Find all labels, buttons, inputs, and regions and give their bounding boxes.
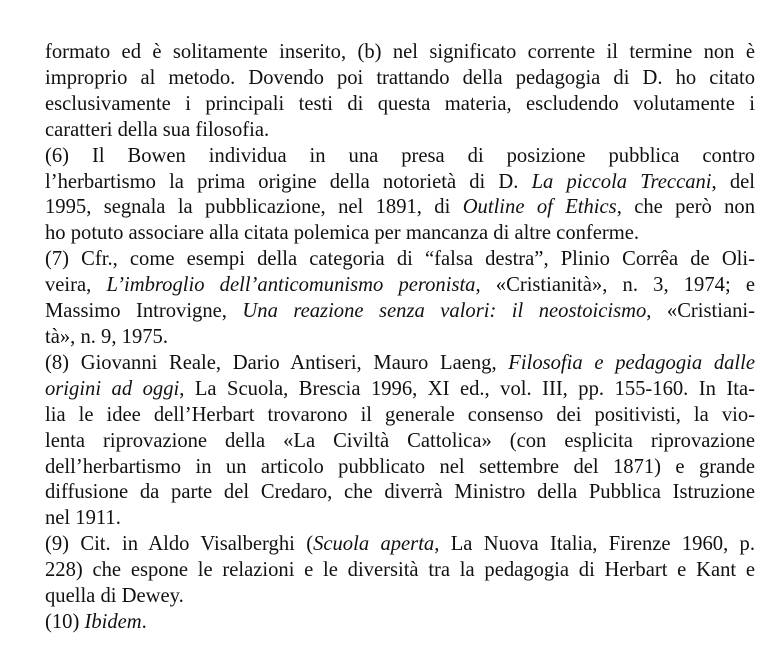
text-segment: 228) che espone le relazioni e le diversità tra la pedagogia di Herbart e Kant e — [45, 559, 755, 582]
text-segment: formato ed è solitamente inserito, (b) nel significato corrente il termine non è — [45, 41, 755, 63]
footnote-paragraph-note-7 — [45, 247, 755, 351]
text-line — [45, 299, 755, 325]
text-segment: nel 1911. — [45, 507, 121, 530]
text-segment: lia le idee dell’Herbart trovarono il generale consenso dei positivisti, la vio- — [45, 403, 755, 426]
text-segment: (9) Cit. in Aldo Visalberghi ( — [45, 533, 314, 556]
text-segment: , La Scuola, Brescia 1996, XI ed., vol. III, pp. 155-160. In Ita- — [179, 377, 755, 400]
text-segment: , «Cristianità», n. 3, 1974; e — [475, 274, 755, 297]
text-segment: ho potuto associare alla citata polemica per mancanza di altre conferme. — [45, 222, 640, 245]
text-line — [45, 40, 755, 66]
text-segment: veira, — [45, 274, 107, 297]
text-line — [45, 221, 755, 247]
text-line — [45, 92, 755, 118]
text-segment: , «Cristiani- — [646, 300, 755, 323]
text-line — [45, 325, 755, 351]
footnote-paragraph-note-9 — [45, 532, 755, 610]
text-segment: diffusione da parte del Credaro, che diverrà Ministro della Pubblica Istruzione — [45, 481, 755, 504]
text-segment: . — [141, 610, 147, 633]
text-segment: improprio al metodo. Dovendo poi trattando della pedagogia di D. ho citato — [45, 66, 755, 89]
text-line — [45, 429, 755, 455]
italic-title-text: Filosofia e pedagogia dalle — [508, 351, 755, 374]
text-segment: , La Nuova Italia, Firenze 1960, p. — [434, 533, 755, 556]
italic-title-text: Una reazione senza valori: il neostoicismo — [242, 300, 647, 323]
text-line — [45, 610, 755, 636]
italic-title-text: Outline of Ethics — [462, 196, 617, 219]
text-segment: quella di Dewey. — [45, 585, 184, 608]
text-segment: 1995, segnala la pubblicazione, nel 1891, di — [45, 196, 463, 219]
text-segment: lenta riprovazione della «La Civiltà Cattolica» (con esplicita riprovazione — [45, 429, 755, 452]
text-segment: dell’herbartismo in un articolo pubblicato nel settembre del 1871) e grande — [45, 455, 755, 478]
text-segment: l’herbartismo la prima origine della notorietà di D. — [45, 170, 532, 193]
footnote-paragraph-continuation — [45, 40, 755, 144]
italic-title-text: L’imbroglio dell’anticomunismo peronista — [106, 274, 476, 297]
text-segment: (10) — [45, 610, 85, 633]
text-line — [45, 403, 755, 429]
text-line — [45, 144, 755, 170]
text-line — [45, 170, 755, 196]
text-line — [45, 66, 755, 92]
text-line — [45, 532, 755, 558]
text-segment: esclusivamente i principali testi di questa materia, escludendo volutamente i — [45, 92, 755, 115]
text-line — [45, 351, 755, 377]
italic-title-text: Scuola aperta — [313, 533, 435, 556]
text-segment: (8) Giovanni Reale, Dario Antiseri, Mauro Laeng, — [45, 351, 509, 374]
text-segment: caratteri della sua filosofia. — [45, 118, 270, 141]
italic-title-text: origini ad oggi — [45, 377, 180, 400]
text-line — [45, 377, 755, 403]
text-line — [45, 273, 755, 299]
text-line — [45, 247, 755, 273]
text-segment: Massimo Introvigne, — [45, 300, 243, 323]
italic-title-text: Ibidem — [84, 610, 142, 633]
text-segment: , del — [711, 170, 755, 193]
footnote-paragraph-note-6 — [45, 144, 755, 248]
text-line — [45, 558, 755, 584]
text-line — [45, 584, 755, 610]
text-line — [45, 118, 755, 144]
text-segment: tà», n. 9, 1975. — [45, 325, 168, 348]
text-line — [45, 480, 755, 506]
text-segment: (6) Il Bowen individua in una presa di posizione pubblica contro — [45, 144, 755, 167]
text-line — [45, 195, 755, 221]
document-page — [45, 40, 755, 636]
text-segment: (7) Cfr., come esempi della categoria di “falsa destra”, Plinio Corrêa de Oli- — [45, 248, 755, 271]
italic-title-text: La piccola Treccani — [531, 170, 712, 193]
text-segment: , che però non — [616, 196, 755, 219]
text-line — [45, 506, 755, 532]
text-line — [45, 455, 755, 481]
footnote-paragraph-note-10 — [45, 610, 755, 636]
footnote-paragraph-note-8 — [45, 351, 755, 532]
